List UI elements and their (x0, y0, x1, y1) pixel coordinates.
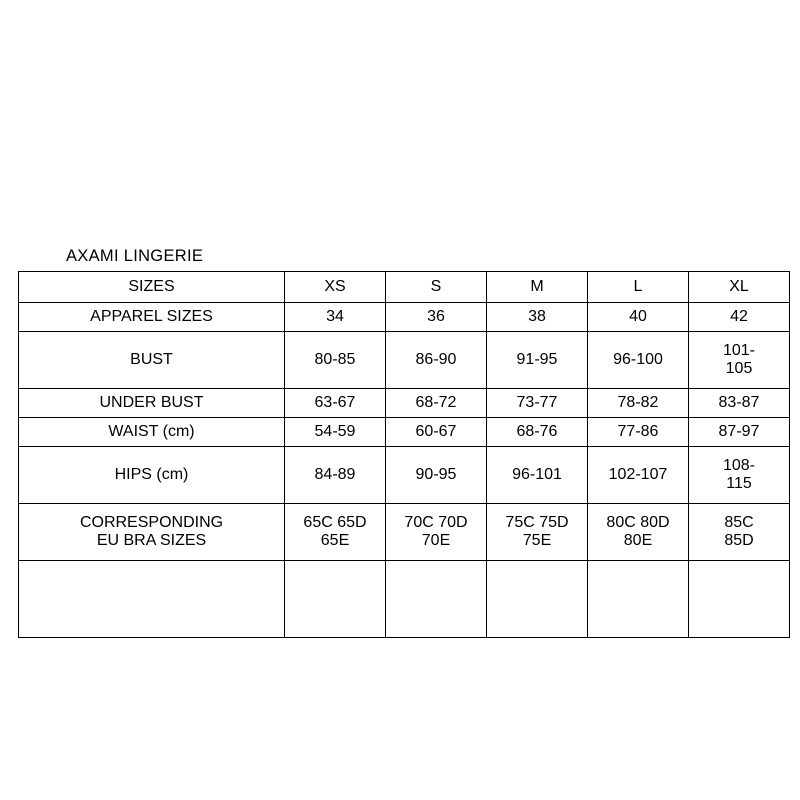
cell-under-bust-s: 68-72 (386, 389, 487, 418)
cell-waist-m: 68-76 (487, 418, 588, 447)
cell-corresponding-label-line2: EU BRA SIZES (96, 532, 207, 549)
cell-bust-m: 91-95 (487, 332, 588, 389)
cell-waist-l: 77-86 (588, 418, 689, 447)
cell-hips-xl-line1: 108- (722, 456, 756, 474)
cell-waist-xl: 87-97 (689, 418, 790, 447)
table-row-hips (19, 447, 790, 504)
cell-spacer-label (19, 561, 285, 638)
table-row-bust (19, 332, 790, 389)
cell-corresponding-m-line2: 75E (522, 532, 552, 549)
cell-hips-xs: 84-89 (285, 447, 386, 504)
table-row-apparel-sizes (19, 303, 790, 332)
cell-spacer-m (487, 561, 588, 638)
cell-corresponding-m-line1: 75C 75D (505, 513, 569, 531)
table-row-sizes (19, 272, 790, 303)
cell-hips-label: HIPS (cm) (19, 447, 285, 504)
cell-sizes-s: S (386, 272, 487, 303)
cell-corresponding-l (588, 504, 689, 561)
cell-apparel-xs: 34 (285, 303, 386, 332)
cell-hips-s: 90-95 (386, 447, 487, 504)
cell-bust-l: 96-100 (588, 332, 689, 389)
cell-apparel-l: 40 (588, 303, 689, 332)
cell-corresponding-s-line2: 70E (421, 532, 451, 549)
cell-corresponding-xs-line1: 65C 65D (303, 513, 367, 531)
cell-corresponding-l-line1: 80C 80D (606, 513, 670, 531)
cell-hips-m: 96-101 (487, 447, 588, 504)
cell-hips-l: 102-107 (588, 447, 689, 504)
cell-waist-s: 60-67 (386, 418, 487, 447)
cell-sizes-xs: XS (285, 272, 386, 303)
table-row-corresponding-bra-sizes (19, 504, 790, 561)
cell-apparel-s: 36 (386, 303, 487, 332)
cell-corresponding-xl-line2: 85D (724, 532, 754, 549)
cell-corresponding-s (386, 504, 487, 561)
cell-under-bust-label: UNDER BUST (19, 389, 285, 418)
cell-apparel-m: 38 (487, 303, 588, 332)
cell-apparel-xl: 42 (689, 303, 790, 332)
cell-corresponding-xl-line1: 85C (724, 513, 754, 531)
cell-sizes-l: L (588, 272, 689, 303)
cell-bust-xl-line1: 101- (722, 341, 756, 359)
table-row-waist (19, 418, 790, 447)
cell-corresponding-label (19, 504, 285, 561)
cell-waist-xs: 54-59 (285, 418, 386, 447)
cell-corresponding-label-line1: CORRESPONDING (79, 513, 224, 531)
cell-under-bust-xl: 83-87 (689, 389, 790, 418)
cell-spacer-xl (689, 561, 790, 638)
cell-apparel-label: APPAREL SIZES (19, 303, 285, 332)
cell-corresponding-xs-line2: 65E (320, 532, 350, 549)
cell-bust-label: BUST (19, 332, 285, 389)
table-row-spacer (19, 561, 790, 638)
cell-hips-xl-line2: 115 (726, 475, 752, 492)
cell-spacer-xs (285, 561, 386, 638)
cell-sizes-xl: XL (689, 272, 790, 303)
cell-corresponding-l-line2: 80E (623, 532, 653, 549)
cell-hips-xl (689, 447, 790, 504)
cell-bust-xs: 80-85 (285, 332, 386, 389)
cell-under-bust-m: 73-77 (487, 389, 588, 418)
cell-waist-label: WAIST (cm) (19, 418, 285, 447)
cell-bust-s: 86-90 (386, 332, 487, 389)
cell-corresponding-s-line1: 70C 70D (404, 513, 468, 531)
cell-under-bust-xs: 63-67 (285, 389, 386, 418)
size-chart-table (18, 271, 790, 638)
cell-under-bust-l: 78-82 (588, 389, 689, 418)
table-row-under-bust (19, 389, 790, 418)
cell-bust-xl (689, 332, 790, 389)
cell-sizes-label: SIZES (19, 272, 285, 303)
cell-corresponding-xs (285, 504, 386, 561)
cell-corresponding-m (487, 504, 588, 561)
cell-spacer-l (588, 561, 689, 638)
size-chart-table-container (18, 271, 783, 638)
cell-sizes-m: M (487, 272, 588, 303)
cell-spacer-s (386, 561, 487, 638)
cell-bust-xl-line2: 105 (725, 360, 753, 377)
cell-corresponding-xl (689, 504, 790, 561)
page-title: AXAMI LINGERIE (66, 247, 204, 265)
